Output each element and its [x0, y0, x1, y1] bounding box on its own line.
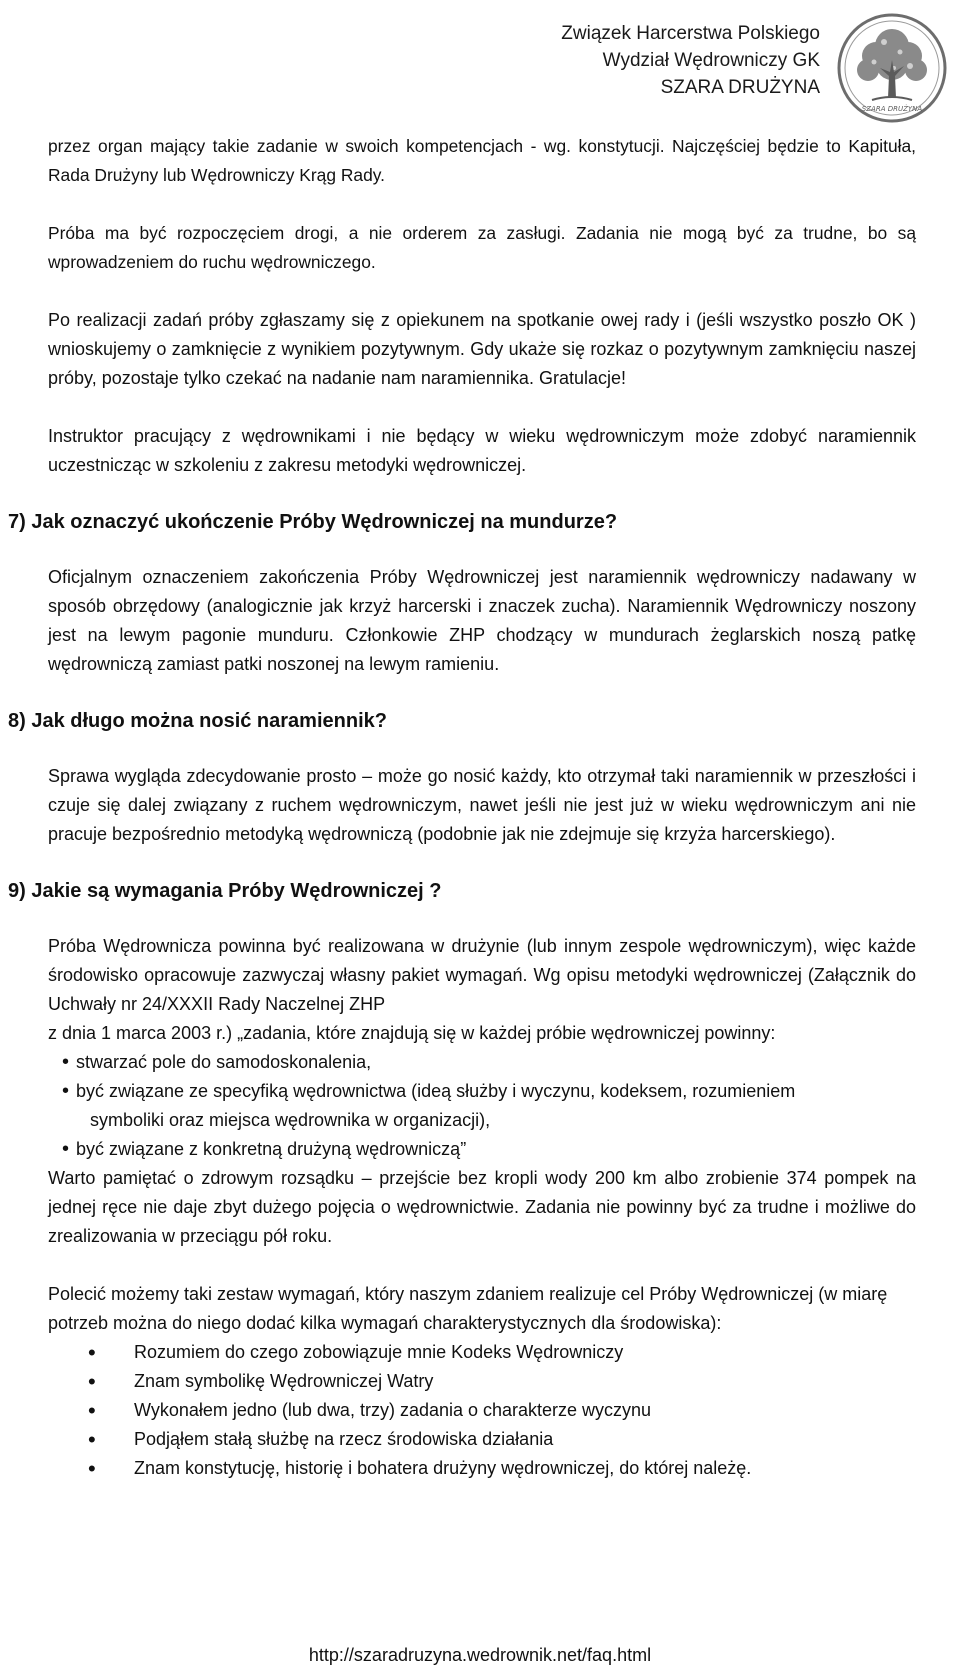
header-department: Wydział Wędrowniczy GK: [602, 50, 820, 71]
paragraph: Warto pamiętać o zdrowym rozsądku – przejście bez kropli wody 200 km albo zrobienie 374 pompek na jednej ręce nie daje zbyt dużego pojęcia o wędrownictwie. Zadania nie powinny być za trudne i możliwe do zrealizowania w przeciągu pół roku.: [48, 1168, 916, 1246]
page-header: [561, 20, 820, 101]
list-item: • Rozumiem do czego zobowiązuje mnie Kodeks Wędrowniczy: [88, 1338, 916, 1367]
list-item-continuation: symboliki oraz miejsca wędrownika w organizacji),: [90, 1110, 491, 1130]
requirements-list: [48, 1338, 916, 1483]
footer-url: http://szaradruzyna.wedrownik.net/faq.html: [308, 1645, 652, 1665]
list-item: • Znam symbolikę Wędrowniczej Watry: [88, 1367, 916, 1396]
paragraph: Próba ma być rozpoczęciem drogi, a nie orderem za zasługi. Zadania nie mogą być za trudne, bo są wprowadzeniem do ruchu wędrowniczego.: [48, 223, 916, 272]
header-unit: SZARA DRUŻYNA: [660, 77, 820, 98]
paragraph: Polecić możemy taki zestaw wymagań, który naszym zdaniem realizuje cel Próby Wędrowniczej (w miarę potrzeb można do niego dodać kilka wymagań charakterystycznych dla środowiska):: [48, 1284, 888, 1333]
list-item: • Wykonałem jedno (lub dwa, trzy) zadania o charakterze wyczynu: [88, 1396, 916, 1425]
list-item: • Znam konstytucję, historię i bohatera drużyny wędrowniczej, do której należę.: [88, 1454, 916, 1483]
list-item: • Podjąłem stałą służbę na rzecz środowiska działania: [88, 1425, 916, 1454]
tree-logo-icon: [836, 12, 948, 124]
section-heading: 8) Jak długo można nosić naramiennik?: [8, 710, 387, 732]
header-org: Związek Harcerstwa Polskiego: [561, 23, 820, 44]
list-item: • być związane ze specyfiką wędrownictwa (ideą służby i wyczynu, kodeksem, rozumieniem symboliki oraz miejsca wędrownika w organizacji),: [62, 1077, 916, 1135]
section-heading: 7) Jak oznaczyć ukończenie Próby Wędrowniczej na mundurze?: [8, 511, 618, 533]
paragraph: Instruktor pracujący z wędrownikami i nie będący w wieku wędrowniczym może zdobyć naramiennik uczestnicząc w szkoleniu z zakresu metodyki wędrowniczej.: [48, 426, 916, 475]
paragraph: z dnia 1 marca 2003 r.) „zadania, które znajdują się w każdej próbie wędrowniczej powinny:: [48, 1023, 776, 1043]
paragraph: przez organ mający takie zadanie w swoich kompetencjach - wg. konstytucji. Najczęściej będzie to Kapituła, Rada Drużyny lub Wędrowniczy Krąg Rady.: [48, 136, 916, 185]
paragraph: Próba Wędrownicza powinna być realizowana w drużynie (lub innym zespole wędrowniczym), więc każde środowisko opracowuje zazwyczaj własny pakiet wymagań. Wg opisu metodyki wędrowniczej (Załącznik do Uchwały nr 24/XXXII Rady Naczelnej ZHP: [48, 936, 916, 1014]
task-criteria-list: [48, 1048, 916, 1164]
logo-caption: SZARA DRUŻYNA: [861, 105, 923, 113]
paragraph: Po realizacji zadań próby zgłaszamy się z opiekunem na spotkanie owej rady i (jeśli wszystko poszło OK ) wnioskujemy o zamknięcie z wynikiem pozytywnym. Gdy ukaże się rozkaz o pozytywnym zamknięciu naszej próby, pozostaje tylko czekać na nadanie nam naramiennika. Gratulacje!: [48, 310, 916, 388]
list-item: • stwarzać pole do samodoskonalenia,: [62, 1048, 916, 1077]
paragraph: Oficjalnym oznaczeniem zakończenia Próby Wędrowniczej jest naramiennik wędrowniczy nadawany w sposób obrzędowy (analogicznie jak krzyż harcerski i znaczek zucha). Naramiennik Wędrowniczy noszony jest na lewym pagonie munduru. Członkowie ZHP chodzący w mundurach żeglarskich noszą patkę wędrowniczą zamiast patki noszonej na lewym ramieniu.: [48, 567, 916, 674]
document-body: [8, 132, 916, 1483]
section-heading: 9) Jakie są wymagania Próby Wędrowniczej ?: [8, 880, 442, 902]
paragraph: Sprawa wygląda zdecydowanie prosto – może go nosić każdy, kto otrzymał taki naramiennik w przeszłości i czuje się dalej związany z ruchem wędrowniczym, nawet jeśli nie jest już w wieku wędrowniczym ani nie pracuje bezpośrednio metodyką wędrowniczą (podobnie jak nie zdejmuje się krzyża harcerskiego).: [48, 766, 916, 844]
list-item: • być związane z konkretną drużyną wędrowniczą”: [62, 1135, 916, 1164]
